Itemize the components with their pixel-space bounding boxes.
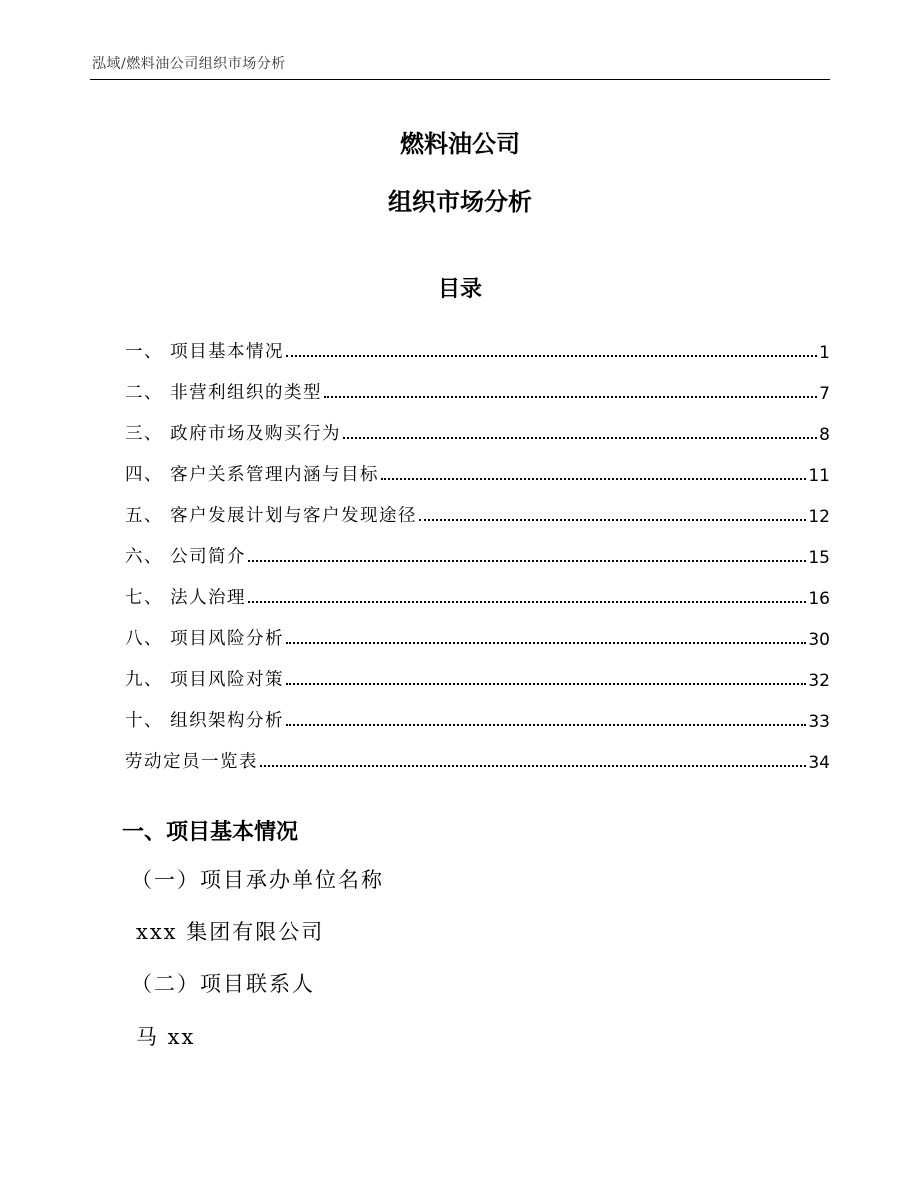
document-title-line2: 组织市场分析 (388, 188, 532, 216)
section-heading: 一、项目基本情况 (122, 820, 299, 845)
toc-entry-page: 1 (819, 343, 830, 363)
subsection-heading-contact: （二）项目联系人 (131, 972, 315, 996)
toc-entry[interactable] (125, 650, 830, 691)
toc-leader-dots (286, 355, 817, 357)
toc-leader-dots (286, 683, 806, 685)
toc-entry-page: 15 (808, 548, 830, 568)
toc-entry[interactable] (125, 445, 830, 486)
toc-entry-page: 8 (819, 425, 830, 445)
toc-entry-label: 九、 项目风险对策 (125, 670, 285, 690)
toc-entry-page: 7 (819, 384, 830, 404)
subsection-heading-unit-name: （一）项目承办单位名称 (131, 868, 384, 892)
toc-leader-dots (286, 642, 806, 644)
toc-leader-dots (260, 765, 806, 767)
contact-name: 马 xx (136, 1025, 196, 1049)
toc-leader-dots (248, 601, 806, 603)
toc-entry-page: 32 (808, 671, 830, 691)
company-name: xxx 集团有限公司 (136, 920, 325, 944)
header-divider (90, 79, 830, 80)
toc-entry-page: 34 (808, 753, 830, 773)
toc-entry-page: 30 (808, 630, 830, 650)
toc-entry-label: 七、 法人治理 (125, 588, 247, 608)
toc-entry-label: 劳动定员一览表 (125, 752, 258, 772)
toc-entry[interactable] (125, 691, 830, 732)
table-of-contents (125, 322, 830, 773)
toc-entry-label: 四、 客户关系管理内涵与目标 (125, 465, 380, 485)
document-title-line1: 燃料油公司 (400, 130, 520, 158)
toc-entry-page: 12 (808, 507, 830, 527)
toc-leader-dots (248, 560, 806, 562)
toc-entry-label: 三、 政府市场及购买行为 (125, 424, 342, 444)
toc-entry[interactable] (125, 609, 830, 650)
toc-heading: 目录 (437, 277, 482, 302)
toc-entry[interactable] (125, 486, 830, 527)
toc-leader-dots (286, 724, 806, 726)
toc-leader-dots (419, 519, 806, 521)
toc-entry-label: 十、 组织架构分析 (125, 711, 285, 731)
running-header: 泓域/燃料油公司组织市场分析 (92, 56, 286, 72)
toc-leader-dots (381, 478, 806, 480)
toc-entry[interactable] (125, 322, 830, 363)
toc-leader-dots (343, 437, 817, 439)
toc-entry-page: 33 (808, 712, 830, 732)
toc-entry-label: 一、 项目基本情况 (125, 342, 285, 362)
toc-entry-label: 六、 公司简介 (125, 547, 247, 567)
toc-entry[interactable] (125, 568, 830, 609)
toc-entry-label: 二、 非营利组织的类型 (125, 383, 323, 403)
toc-entry-page: 16 (808, 589, 830, 609)
toc-entry-label: 八、 项目风险分析 (125, 629, 285, 649)
toc-entry-page: 11 (808, 466, 830, 486)
toc-leader-dots (324, 396, 817, 398)
toc-entry[interactable] (125, 404, 830, 445)
toc-entry[interactable] (125, 527, 830, 568)
toc-entry[interactable] (125, 732, 830, 773)
toc-entry-label: 五、 客户发展计划与客户发现途径 (125, 506, 418, 526)
toc-entry[interactable] (125, 363, 830, 404)
